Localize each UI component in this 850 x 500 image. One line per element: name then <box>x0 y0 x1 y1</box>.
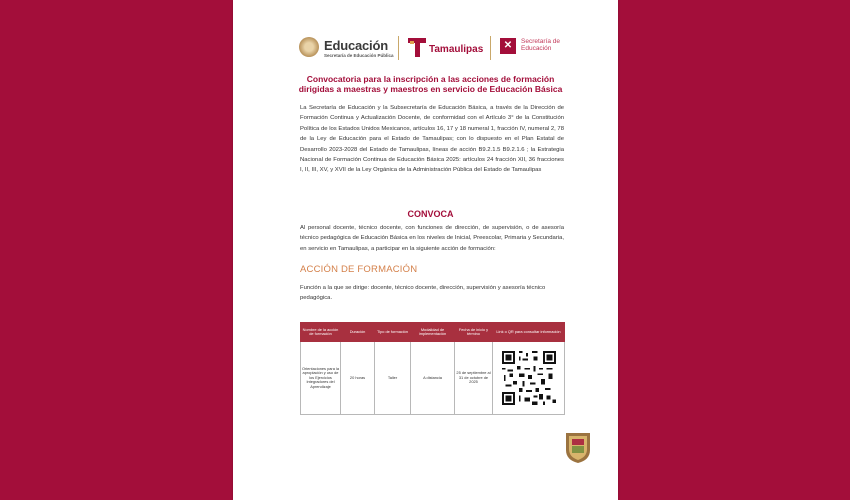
table-header: Tipo de formación <box>375 323 411 342</box>
tamaulipas-mark-icon <box>407 36 427 58</box>
table-header: Fecha de inicio y término <box>455 323 493 342</box>
table-header: Nombre de la acción de formación <box>301 323 341 342</box>
convoca-heading: CONVOCA <box>407 209 454 219</box>
tamaulipas-logo <box>407 34 487 64</box>
secretaria-logo-text: Secretaría de Educación <box>521 38 561 52</box>
convoca-paragraph: Al personal docente, técnico docente, con funciones de dirección, de supervisión, o de asesoría técnico pedagógica de Educación Básica en los niveles de Inicial, Preescolar, Primaria y Secundaria, en servicio en Tamaulipas, a participar en la siguiente acción de formación: <box>300 225 564 252</box>
header-logos <box>293 34 593 64</box>
section-heading: ACCIÓN DE FORMACIÓN <box>300 264 418 275</box>
secretaria-logo <box>500 38 570 60</box>
education-logo-text: Educación <box>324 38 388 53</box>
table-row <box>301 342 565 415</box>
education-logo <box>299 36 394 62</box>
table-cell: A distancia <box>411 342 455 415</box>
table-cell: Orientaciones para la apropiación y uso de los Ejercicios Integradores del Aprendizaje <box>301 342 341 415</box>
seal-icon <box>299 37 319 57</box>
table-header: Link o QR para consultar información <box>493 323 565 342</box>
table-header: Modalidad de implementación <box>411 323 455 342</box>
document-title: Convocatoria para la inscripción a las acciones de formación dirigidas a maestras y maestros en servicio de Educación Básica <box>298 74 563 94</box>
government-seal-icon <box>563 430 593 464</box>
logo-divider <box>490 36 491 60</box>
table-header-row <box>301 323 565 342</box>
tamaulipas-logo-text: Tamaulipas <box>429 44 484 55</box>
training-table <box>300 322 565 415</box>
qr-code-icon[interactable] <box>502 351 556 405</box>
secretaria-badge-icon: ✕ <box>500 38 516 54</box>
funcion-text: Función a la que se dirige: docente, técnico docente, dirección, supervisión y asesoría técnico pedagógica. <box>300 285 546 301</box>
intro-paragraph: La Secretaría de Educación y la Subsecretaría de Educación Básica, a través de la Dirección de Formación Continua y Actualización Docente, de conformidad con el Artículo 3° de la Constitución Política de los Estados Unidos Mexicanos, artículos 16, 17 y 18 numeral 1, fracción IV, numeral 2, 78 de la Ley de Educación para el Estado de Tamaulipas; con lo dispuesto en el Plan Estatal de Desarrollo 2023-2028 del Estado de Tamaulipas, líneas de acción B9.2.1.5 B9.2.1.6 ; la Estrategia Nacional de Formación Continua de Educación Básica 2025: artículos 24 fracción XII, 36 fracciones I, II, III, XV, y XVII de la Ley Orgánica de la Administración Pública del Estado de Tamaulipas <box>300 105 564 174</box>
logo-divider <box>398 36 399 60</box>
document-page <box>233 0 618 500</box>
table-cell-qr[interactable] <box>493 342 565 415</box>
table-cell: Taller <box>375 342 411 415</box>
table-cell: 20 horas <box>341 342 375 415</box>
table-header: Duración <box>341 323 375 342</box>
table-cell: 25 de septiembre al 31 de octubre de 2025 <box>455 342 493 415</box>
education-logo-subtitle: Secretaría de Educación Pública <box>324 53 394 58</box>
